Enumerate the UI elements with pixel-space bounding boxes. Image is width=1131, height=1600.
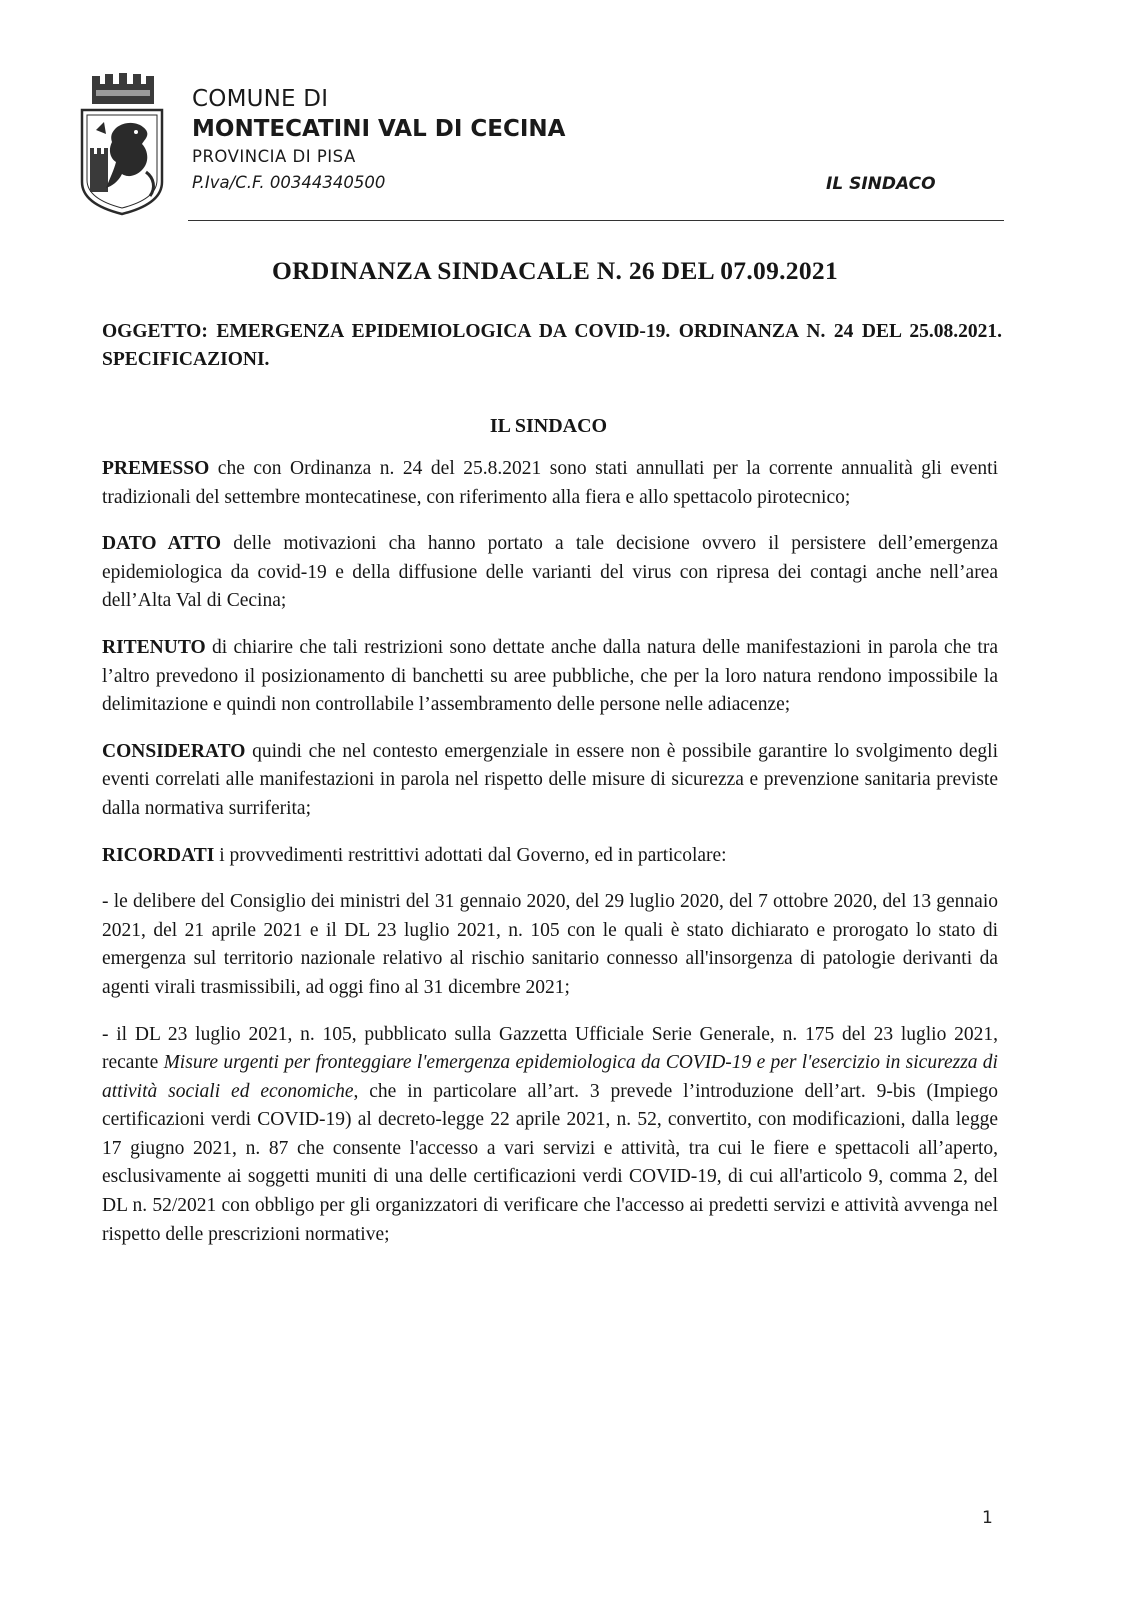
municipal-crest-icon [76, 70, 168, 218]
document-subject: OGGETTO: EMERGENZA EPIDEMIOLOGICA DA COVID-19. ORDINANZA N. 24 DEL 25.08.2021. SPECIFICAZIONI. [102, 321, 1002, 370]
paragraph [102, 738, 998, 824]
paragraph-text: delle motivazioni cha hanno portato a tale decisione ovvero il persistere dell’emergenza epidemiologica da covid-19 e della diffusione delle varianti del virus con ripresa dei contagi anche nell’area dell’Alta Val di Cecina; [102, 533, 998, 612]
paragraph-text: - il DL 23 luglio 2021, n. 105, pubblicato sulla Gazzetta Ufficiale Serie Generale, n. 175 del 23 luglio 2021, recante [102, 1023, 998, 1074]
paragraph-lead: RICORDATI [102, 844, 215, 866]
paragraph-text: , che in particolare all’art. 3 prevede l’introduzione dell’art. 9-bis (Impiego certificazioni verdi COVID-19) al decreto-legge 22 aprile 2021, n. 52, convertito, con modificazioni, dalla legge 17 giugno 2021, n. 87 che consente l'accesso a vari servizi e attività, tra cui le fiere e spettacoli all’aperto, esclusivamente ai soggetti muniti di una delle certificazioni verdi COVID-19, di cui all'articolo 9, comma 2, del DL n. 52/2021 con obbligo per gli organizzatori di verificare che l'accesso ai predetti servizi e attività avvenga nel rispetto delle prescrizioni normative; [102, 1080, 998, 1245]
paragraph [102, 530, 998, 616]
header-divider [188, 220, 1004, 221]
decree-title: Misure urgenti per fronteggiare l'emergenza epidemiologica da COVID-19 e per l'esercizio in sicurezza di attività sociali ed economiche [102, 1052, 998, 1102]
comune-name: MONTECATINI VAL DI CECINA [192, 116, 566, 142]
paragraph [102, 888, 998, 1002]
paragraph-lead: RITENUTO [102, 636, 206, 658]
paragraph-text: che con Ordinanza n. 24 del 25.8.2021 sono stati annullati per la corrente annualità gli eventi tradizionali del settembre montecatinese, con riferimento alla fiera e allo spettacolo pirotecnico; [102, 458, 998, 508]
paragraph-text: quindi che nel contesto emergenziale in essere non è possibile garantire lo svolgimento degli eventi correlati alle manifestazioni in parola nel rispetto delle misure di sicurezza e prevenzione sanitaria previste dalla normativa surriferita; [102, 740, 998, 819]
piva-label: P.Iva/C.F. 00344340500 [192, 173, 386, 192]
document-body [102, 455, 998, 1267]
letterhead [192, 84, 565, 196]
provincia-label: PROVINCIA DI PISA [192, 147, 356, 166]
paragraph-lead: PREMESSO [102, 458, 210, 479]
paragraph-lead: DATO ATTO [102, 533, 222, 555]
paragraph [102, 455, 998, 512]
paragraph-text: di chiarire che tali restrizioni sono dettate anche dalla natura delle manifestazioni in parola che tra l’altro prevedono il posizionamento di banchetti su aree pubbliche, che per la loro natura rendono impossibile la delimitazione e quindi non controllabile l’assembramento delle persone nelle adiacenze; [102, 636, 998, 716]
paragraph-lead: CONSIDERATO [102, 740, 246, 762]
paragraph-text: i provvedimenti restrittivi adottati dal Governo, ed in particolare: [214, 844, 727, 866]
paragraph [102, 634, 998, 720]
paragraph-text: - le delibere del Consiglio dei ministri del 31 gennaio 2020, del 29 luglio 2020, del 7 ottobre 2020, del 13 gennaio 2021, del 21 aprile 2021 e il DL 23 luglio 2021, n. 105 con le quali è stato dichiarato e prorogato lo stato di emergenza sul territorio nazionale relativo al rischio sanitario connesso all'insorgenza di patologie derivanti da agenti virali trasmissibili, ad oggi fino al 31 dicembre 2021; [102, 891, 998, 998]
page-number: 1 [982, 1508, 993, 1528]
document-title: ORDINANZA SINDACALE N. 26 DEL 07.09.2021 [272, 256, 838, 285]
office-label: IL SINDACO [826, 174, 936, 194]
paragraph [102, 842, 998, 871]
paragraph [102, 1021, 998, 1250]
comune-label: COMUNE DI [192, 86, 329, 112]
section-heading: IL SINDACO [489, 415, 608, 437]
